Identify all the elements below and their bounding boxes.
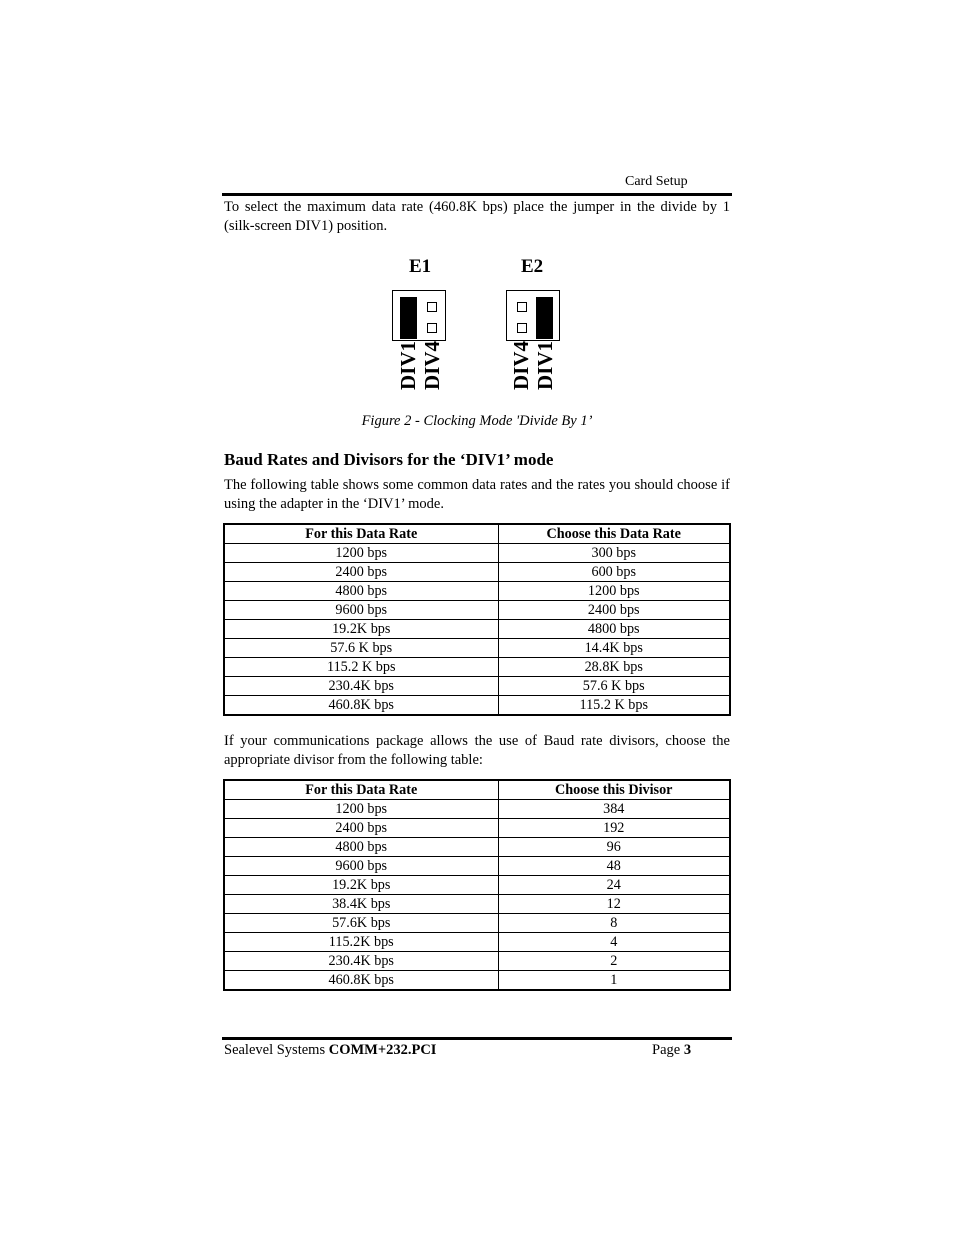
e1-label: E1 bbox=[409, 256, 432, 277]
table-cell: 2400 bps bbox=[498, 601, 730, 620]
table-cell: 230.4K bps bbox=[224, 677, 498, 696]
section-description: The following table shows some common data rates and the rates you should choose if using the adapter in the ‘DIV1’ mode. bbox=[224, 477, 730, 512]
table-cell: 96 bbox=[498, 838, 730, 857]
table-row bbox=[224, 544, 730, 563]
table-cell: 115.2K bps bbox=[224, 933, 498, 952]
table-row bbox=[224, 933, 730, 952]
jumper-e2 bbox=[506, 290, 560, 341]
table-cell: 57.6 K bps bbox=[498, 677, 730, 696]
footer-product bbox=[224, 1042, 436, 1059]
table-cell: 9600 bps bbox=[224, 601, 498, 620]
table-header-row bbox=[224, 524, 730, 544]
table-cell: 1200 bps bbox=[224, 544, 498, 563]
table-cell: 4 bbox=[498, 933, 730, 952]
pin-icon bbox=[517, 302, 527, 312]
header-rule bbox=[222, 193, 732, 196]
data-rate-table bbox=[223, 523, 731, 716]
table-cell: 28.8K bps bbox=[498, 658, 730, 677]
table-row bbox=[224, 582, 730, 601]
e2-pin-label-div1: DIV1 bbox=[533, 340, 557, 390]
table-cell: 300 bps bbox=[498, 544, 730, 563]
jumper-cap-icon bbox=[536, 297, 553, 339]
divisor-table bbox=[223, 779, 731, 991]
table-row bbox=[224, 895, 730, 914]
table-cell: 2 bbox=[498, 952, 730, 971]
table-cell: 1200 bps bbox=[498, 582, 730, 601]
table-cell: 38.4K bps bbox=[224, 895, 498, 914]
table-row bbox=[224, 563, 730, 582]
table-row bbox=[224, 876, 730, 895]
footer-product-name: COMM+232.PCI bbox=[328, 1042, 437, 1058]
column-header: Choose this Data Rate bbox=[498, 524, 730, 544]
table-cell: 230.4K bps bbox=[224, 952, 498, 971]
table-cell: 115.2 K bps bbox=[224, 658, 498, 677]
table-row bbox=[224, 971, 730, 991]
table-cell: 1200 bps bbox=[224, 800, 498, 819]
table-cell: 1 bbox=[498, 971, 730, 991]
table-row bbox=[224, 952, 730, 971]
e1-pin-label-div4: DIV4 bbox=[420, 340, 444, 390]
table-header-row bbox=[224, 780, 730, 800]
table-cell: 19.2K bps bbox=[224, 876, 498, 895]
table-cell: 4800 bps bbox=[224, 838, 498, 857]
divisor-intro: If your communications package allows the use of Baud rate divisors, choose the appropriate divisor from the following table: bbox=[224, 733, 730, 768]
e2-label: E2 bbox=[521, 256, 544, 277]
table-cell: 57.6 K bps bbox=[224, 639, 498, 658]
table-cell: 4800 bps bbox=[498, 620, 730, 639]
e1-pin-label-div1: DIV1 bbox=[396, 340, 420, 390]
table-row bbox=[224, 914, 730, 933]
table-cell: 24 bbox=[498, 876, 730, 895]
table-row bbox=[224, 601, 730, 620]
table-row bbox=[224, 838, 730, 857]
table-cell: 2400 bps bbox=[224, 563, 498, 582]
table-cell: 48 bbox=[498, 857, 730, 876]
table-cell: 460.8K bps bbox=[224, 971, 498, 991]
table-row bbox=[224, 639, 730, 658]
table-cell: 600 bps bbox=[498, 563, 730, 582]
footer-page-label: Page bbox=[652, 1042, 684, 1058]
table-cell: 384 bbox=[498, 800, 730, 819]
table-cell: 8 bbox=[498, 914, 730, 933]
table-row bbox=[224, 819, 730, 838]
table-row bbox=[224, 677, 730, 696]
e2-pin-label-div4: DIV4 bbox=[509, 340, 533, 390]
table-row bbox=[224, 857, 730, 876]
table-cell: 12 bbox=[498, 895, 730, 914]
page-number: 3 bbox=[683, 1042, 692, 1058]
section-heading: Baud Rates and Divisors for the ‘DIV1’ mode bbox=[224, 450, 554, 469]
running-header: Card Setup bbox=[625, 174, 688, 189]
column-header: Choose this Divisor bbox=[498, 780, 730, 800]
figure-caption: Figure 2 - Clocking Mode 'Divide By 1’ bbox=[361, 413, 593, 429]
table-cell: 2400 bps bbox=[224, 819, 498, 838]
table-row bbox=[224, 696, 730, 716]
column-header: For this Data Rate bbox=[224, 780, 498, 800]
table-cell: 460.8K bps bbox=[224, 696, 498, 716]
table-cell: 9600 bps bbox=[224, 857, 498, 876]
column-header: For this Data Rate bbox=[224, 524, 498, 544]
footer-page bbox=[652, 1042, 691, 1059]
pin-icon bbox=[517, 323, 527, 333]
table-cell: 14.4K bps bbox=[498, 639, 730, 658]
table-cell: 19.2K bps bbox=[224, 620, 498, 639]
table-cell: 57.6K bps bbox=[224, 914, 498, 933]
footer-rule bbox=[222, 1037, 732, 1040]
pin-icon bbox=[427, 323, 437, 333]
footer-company: Sealevel Systems bbox=[224, 1042, 329, 1058]
pin-icon bbox=[427, 302, 437, 312]
table-row bbox=[224, 620, 730, 639]
jumper-e1 bbox=[392, 290, 446, 341]
table-cell: 4800 bps bbox=[224, 582, 498, 601]
table-cell: 115.2 K bps bbox=[498, 696, 730, 716]
intro-paragraph: To select the maximum data rate (460.8K bps) place the jumper in the divide by 1 (silk-screen DIV1) position. bbox=[224, 199, 730, 234]
table-cell: 192 bbox=[498, 819, 730, 838]
table-row bbox=[224, 658, 730, 677]
table-row bbox=[224, 800, 730, 819]
jumper-cap-icon bbox=[400, 297, 417, 339]
